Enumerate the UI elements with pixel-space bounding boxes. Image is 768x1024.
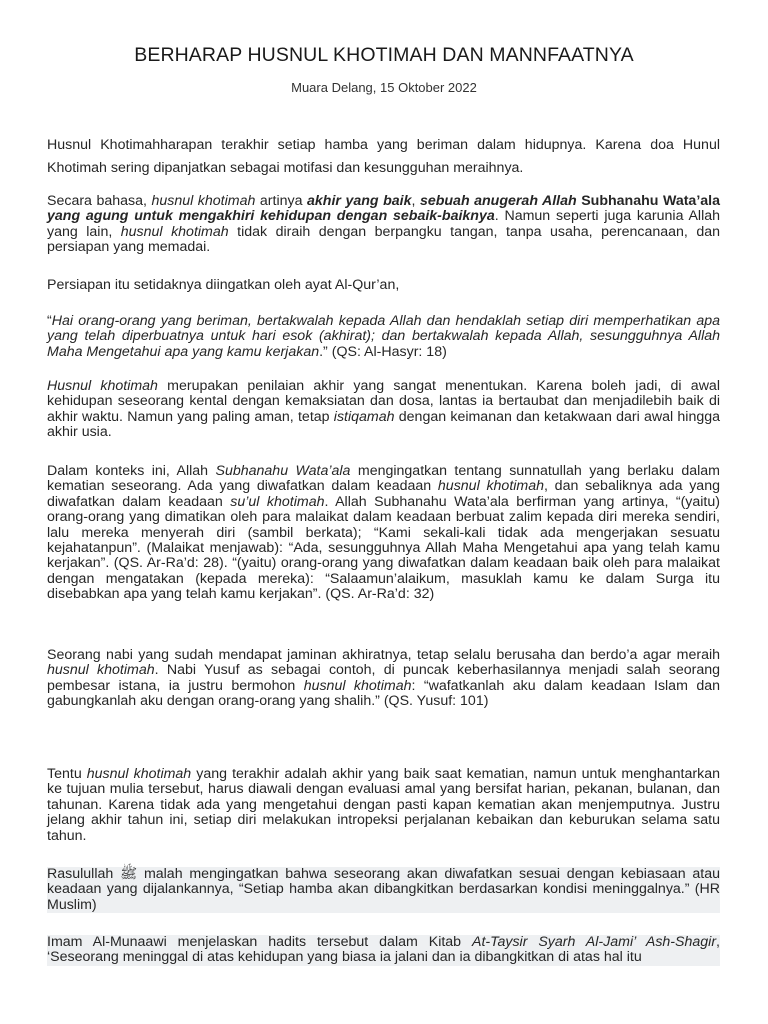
paragraph-preparation: Persiapan itu setidaknya diingatkan oleh ayat Al-Qur’an, (47, 277, 400, 293)
paragraph-quran-quote: “Hai orang-orang yang beriman, bertakwalah kepada Allah dan hendaklah setiap diri memperhatikan apa yang telah diperbuatnya untuk hari esok (akhirat); dan bertakwalah kepada Allah, sesungguhnya Allah Maha Mengetahui apa yang kamu kerjakan.” (QS: Al-Hasyr: 18) (47, 313, 720, 360)
document-title: BERHARAP HUSNUL KHOTIMAH DAN MANNFAATNYA (134, 44, 634, 66)
paragraph-evaluation: Tentu husnul khotimah yang terakhir adalah akhir yang baik saat kematian, namun untuk menghantarkan ke tujuan mulia tersebut, harus diawali dengan evaluasi amal yang bersifat harian, pekanan, bulanan, dan tahunan. Karena tidak ada yang mengetahui dengan pasti kapan kematian akan menjemputnya. Justru jelang akhir tahun ini, setiap diri melakukan intropeksi perjalanan kebaikan dan keburukan selama satu tahun. (47, 766, 720, 844)
document-date: Muara Delang, 15 Oktober 2022 (291, 80, 477, 95)
paragraph-intro: Husnul Khotimahharapan terakhir setiap hamba yang beriman dalam hidupnya. Karena doa Hunul Khotimah sering dipanjatkan sebagai motifasi dan kesungguhan meraihnya. (47, 137, 720, 176)
paragraph-prophet: Seorang nabi yang sudah mendapat jaminan akhiratnya, tetap selalu berusaha dan berdo’a agar meraih husnul khotimah. Nabi Yusuf as sebagai contoh, di puncak keberhasilannya menjadi salah seorang pembesar istana, ia justru bermohon husnul khotimah: “wafatkanlah aku dalam keadaan Islam dan gabungkanlah aku dengan orang-orang yang shalih.” (QS. Yusuf: 101) (47, 647, 720, 710)
paragraph-assessment: Husnul khotimah merupakan penilaian akhir yang sangat menentukan. Karena boleh jadi, di awal kehidupan seseorang kental dengan kemaksiatan dan dosa, lantas ia bertaubat dan menjadilebih baik di akhir waktu. Namun yang paling aman, tetap istiqamah dengan keimanan dan ketakwaan dari awal hingga akhir usia. (47, 378, 721, 441)
paragraph-hadith: Rasulullah ﷺ malah mengingatkan bahwa seseorang akan diwafatkan sesuai dengan kebiasaan atau keadaan yang dijalankannya, “Setiap hamba akan dibangkitkan berdasarkan kondisi meninggalnya.” (HR Muslim) (47, 866, 720, 913)
paragraph-definition: Secara bahasa, husnul khotimah artinya akhir yang baik, sebuah anugerah Allah Subhanahu Wata’ala yang agung untuk mengakhiri kehidupan dengan sebaik-baiknya. Namun seperti juga karunia Allah yang lain, husnul khotimah tidak diraih dengan berpangku tangan, tanpa usaha, perencanaan, dan persiapan yang memadai. (47, 193, 721, 256)
paragraph-munaawi: Imam Al-Munaawi menjelaskan hadits tersebut dalam Kitab At-Taysir Syarh Al-Jami’ Ash-Shagir, ‘Seseorang meninggal di atas kehidupan yang biasa ia jalani dan ia dibangkitkan di atas hal itu (47, 934, 720, 966)
paragraph-context: Dalam konteks ini, Allah Subhanahu Wata’ala mengingatkan tentang sunnatullah yang berlaku dalam kematian seseorang. Ada yang diwafatkan dalam keadaan husnul khotimah, dan sebaliknya ada yang diwafatkan dalam keadaan su’ul khotimah. Allah Subhanahu Wata’ala berfirman yang artinya, “(yaitu) orang-orang yang dimatikan oleh para malaikat dalam keadaan berbuat zalim kepada diri mereka sendiri, lalu mereka menyerah diri (sambil berkata); “Kami sekali-kali tidak ada mengerjakan sesuatu kejahatanpun”. (Malaikat menjawab): “Ada, sesungguhnya Allah Maha Mengetahui apa yang telah kamu kerjakan”. (QS. Ar-Ra’d: 28). “(yaitu) orang-orang yang diwafatkan dalam keadaan baik oleh para malaikat dengan mengatakan (kepada mereka): “Salaamun’alaikum, masuklah kamu ke dalam Surga itu disebabkan apa yang telah kamu kerjakan”. (QS. Ar-Ra’d: 32) (47, 463, 720, 603)
